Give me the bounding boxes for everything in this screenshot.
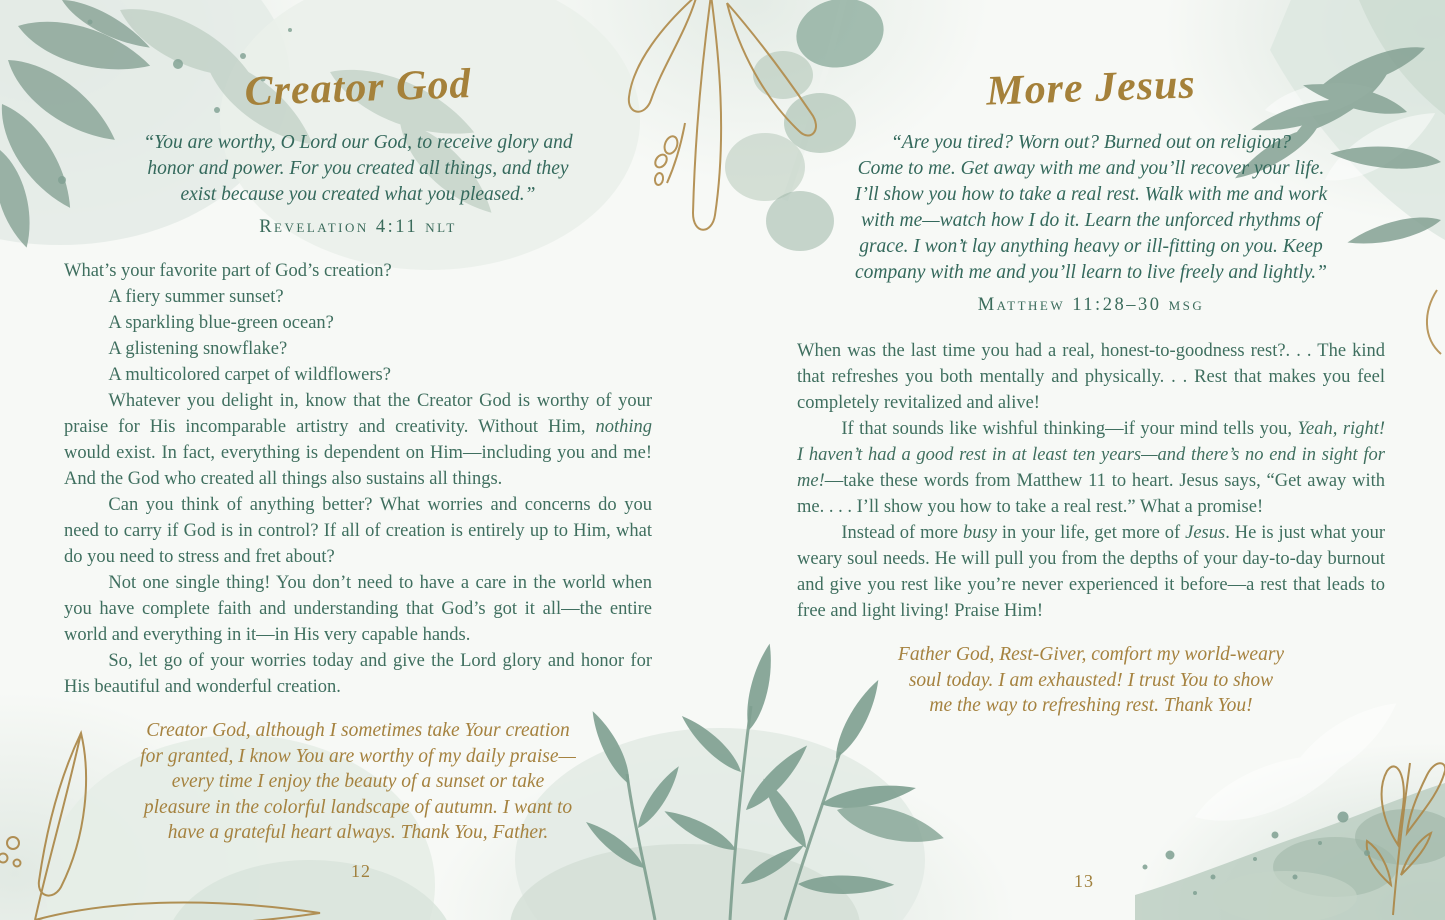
- body-paragraph: When was the last time you had a real, honest-to-goodness rest?. . . The kind that refreshes you both mentally and physically. . . Rest that makes you feel completely revitalized and alive!: [797, 341, 1385, 413]
- body-paragraph: A glistening snowflake?: [108, 339, 288, 359]
- right-scripture-reference: Matthew 11:28–30 msg: [977, 295, 1205, 315]
- body-paragraph: A fiery summer sunset?: [108, 287, 284, 307]
- prayer-line: Father God, Rest-Giver, comfort my world-weary: [897, 644, 1285, 665]
- scripture-line: honor and power. For you created all things, and they: [147, 158, 569, 179]
- right-scripture-quote: [797, 130, 1385, 286]
- scripture-line: I’ll show you how to take a real rest. Walk with me and work: [854, 184, 1328, 205]
- body-paragraph: Instead of more busy in your life, get more of Jesus. He is just what your weary soul needs. He will pull you from the depths of your day-to-day burnout and give you rest like you’re never experienced it before—a rest that leads to free and light living! Praise Him!: [797, 523, 1385, 621]
- left-page-title: Creator God: [243, 61, 473, 115]
- scripture-line: exist because you created what you pleased.”: [180, 184, 536, 205]
- right-prayer-text: [797, 642, 1385, 719]
- left-scripture-reference: Revelation 4:11 nlt: [259, 217, 457, 237]
- body-paragraph: Can you think of anything better? What worries and concerns do you need to carry if God is in control? If all of creation is entirely up to Him, what do you need to stress and fret about?: [64, 495, 652, 567]
- scripture-line: with me—watch how I do it. Learn the unforced rhythms of: [861, 210, 1321, 231]
- scripture-line: Come to me. Get away with me and you’ll recover your life.: [857, 158, 1325, 179]
- scripture-line: “Are you tired? Worn out? Burned out on religion?: [890, 132, 1292, 153]
- right-body-text: [797, 338, 1385, 624]
- left-prayer-text: [64, 718, 652, 846]
- left-page: [0, 0, 722, 920]
- prayer-line: me the way to refreshing rest. Thank You!: [929, 695, 1253, 716]
- left-body-text: [64, 258, 652, 700]
- prayer-line: every time I enjoy the beauty of a sunset or take: [171, 771, 545, 792]
- body-paragraph: A multicolored carpet of wildflowers?: [108, 365, 391, 385]
- right-page: [723, 0, 1445, 920]
- body-paragraph: What’s your favorite part of God’s creation?: [64, 261, 392, 281]
- left-scripture-quote: [64, 130, 652, 208]
- body-paragraph: A sparkling blue-green ocean?: [108, 313, 334, 333]
- body-paragraph: So, let go of your worries today and give the Lord glory and honor for His beautiful and wonderful creation.: [64, 651, 652, 697]
- prayer-line: pleasure in the colorful landscape of autumn. I want to: [143, 796, 573, 818]
- prayer-line: have a grateful heart always. Thank You, Father.: [167, 822, 549, 843]
- right-page-title: More Jesus: [985, 61, 1197, 115]
- body-paragraph: Not one single thing! You don’t need to have a care in the world when you have complete faith and understanding that God’s got it all—the entire world and everything in it—in His very capable hands.: [64, 573, 652, 645]
- body-paragraph: Whatever you delight in, know that the Creator God is worthy of your praise for His incomparable artistry and creativity. Without Him, nothing would exist. In fact, everything is dependent on Him—including you and me! And the God who created all things also sustains all things.: [64, 391, 652, 489]
- scripture-line: grace. I won’t lay anything heavy or ill-fitting on you. Keep: [859, 236, 1323, 257]
- body-paragraph: If that sounds like wishful thinking—if your mind tells you, Yeah, right! I haven’t had a good rest in at least ten years—and there’s no end in sight for me!—take these words from Matthew 11 to heart. Jesus says, “Get away with me. . . . I’ll show you how to take a real rest.” What a promise!: [797, 419, 1385, 517]
- prayer-line: Creator God, although I sometimes take Your creation: [146, 720, 570, 741]
- left-page-number: 12: [351, 861, 371, 881]
- scripture-line: “You are worthy, O Lord our God, to receive glory and: [143, 132, 573, 153]
- right-page-number: 13: [1074, 871, 1094, 891]
- prayer-line: for granted, I know You are worthy of my daily praise—: [140, 745, 576, 767]
- scripture-line: company with me and you’ll learn to live freely and lightly.”: [854, 262, 1328, 283]
- prayer-line: soul today. I am exhausted! I trust You to show: [908, 669, 1274, 691]
